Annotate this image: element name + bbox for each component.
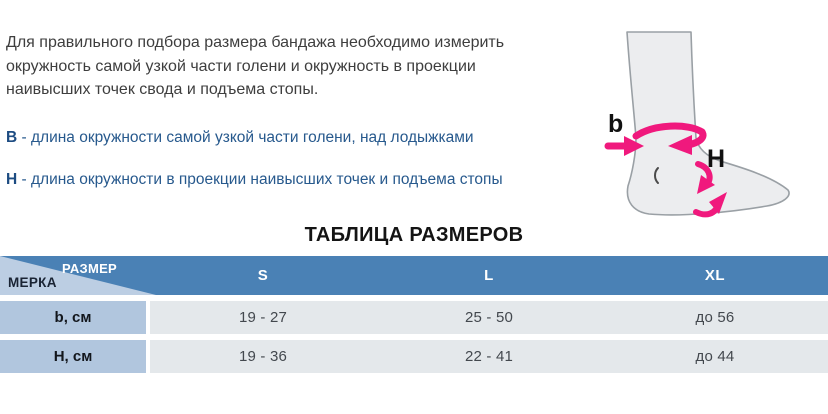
- row-label-b: b, см: [0, 301, 146, 334]
- cell-h-l: 22 - 41: [464, 348, 514, 365]
- ankle-illustration: [570, 28, 802, 224]
- corner-label-merka: МЕРКА: [8, 275, 57, 290]
- column-header-s: S: [257, 267, 269, 284]
- intro-paragraph: [6, 31, 504, 102]
- definition-b-text: - длина окружности самой узкой части голени, над лодыжками: [17, 129, 474, 146]
- row-data-h: [150, 340, 828, 373]
- corner-label-razmer: РАЗМЕР: [62, 261, 118, 276]
- size-table-title: ТАБЛИЦА РАЗМЕРОВ: [304, 224, 524, 246]
- cell-h-xl: до 44: [695, 348, 735, 365]
- definition-h: [6, 171, 503, 189]
- definition-h-text: - длина окружности в проекции наивысших точек и подъема стопы: [17, 171, 503, 188]
- definition-b-letter: В: [6, 129, 18, 146]
- table-row-h: [0, 340, 828, 373]
- column-header-xl: XL: [704, 267, 726, 284]
- size-table: [0, 256, 828, 373]
- column-header-l: L: [484, 267, 494, 284]
- row-data-b: [150, 301, 828, 334]
- intro-line: Для правильного подбора размера бандажа необходимо измерить: [6, 34, 505, 51]
- size-table-header: [0, 256, 828, 295]
- label-b: b: [608, 110, 624, 138]
- intro-line: наивысших точек свода и подъема стопы.: [6, 81, 319, 98]
- table-row-b: [0, 301, 828, 334]
- definition-b: [6, 129, 474, 147]
- label-h: H: [707, 145, 726, 173]
- cell-b-l: 25 - 50: [464, 309, 514, 326]
- ankle-figure-svg: [570, 28, 802, 224]
- cell-b-s: 19 - 27: [238, 309, 288, 326]
- definition-h-letter: Н: [6, 171, 18, 188]
- cell-b-xl: до 56: [695, 309, 735, 326]
- intro-line: окружность самой узкой части голени и окружность в проекции: [6, 57, 476, 75]
- cell-h-s: 19 - 36: [238, 348, 288, 365]
- row-label-h: Н, см: [0, 340, 146, 373]
- column-headers: [150, 256, 828, 295]
